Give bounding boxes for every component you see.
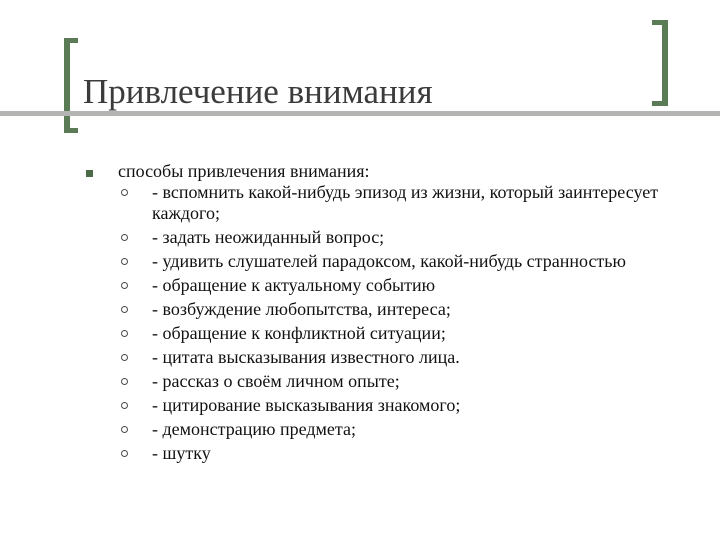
- square-bullet-icon: [86, 170, 93, 177]
- ring-bullet-icon: [121, 378, 128, 385]
- ring-bullet-icon: [121, 282, 128, 289]
- list-item-text: - демонстрацию предмета;: [152, 419, 356, 439]
- list-item: [118, 251, 678, 272]
- left-bracket-bottom: [64, 128, 78, 133]
- list-item-text: - обращение к конфликтной ситуации;: [152, 323, 446, 343]
- list-item-text: - возбуждение любопытства, интереса;: [152, 299, 451, 319]
- list-item: [118, 371, 678, 392]
- main-bullet-text: способы привлечения внимания:: [118, 161, 370, 181]
- list-item-text: - шутку: [152, 443, 211, 463]
- list-item-text: - вспомнить какой-нибудь эпизод из жизни, который заинтересует каждого;: [152, 182, 659, 223]
- list-item: [118, 275, 678, 296]
- list-item-text: - удивить слушателей парадоксом, какой-нибудь странностью: [152, 251, 626, 271]
- list-item: [118, 323, 678, 344]
- list-item: [118, 419, 678, 440]
- right-bracket-top: [652, 20, 668, 25]
- list-item: [118, 227, 678, 248]
- list-item: [118, 299, 678, 320]
- ring-bullet-icon: [121, 426, 128, 433]
- list-item: [118, 347, 678, 368]
- ring-bullet-icon: [121, 354, 128, 361]
- slide-title: Привлечение внимания: [83, 72, 433, 111]
- list-item-text: - обращение к актуальному событию: [152, 275, 436, 295]
- ring-bullet-icon: [121, 330, 128, 337]
- list-item-text: - цитирование высказывания знакомого;: [152, 395, 461, 415]
- right-bracket-bottom: [652, 101, 668, 106]
- ring-bullet-icon: [121, 306, 128, 313]
- ring-bullet-icon: [121, 450, 128, 457]
- ring-bullet-icon: [121, 258, 128, 265]
- list-item: [118, 182, 678, 224]
- ring-bullet-icon: [121, 402, 128, 409]
- left-bracket-bar: [64, 38, 70, 133]
- ring-bullet-icon: [121, 234, 128, 241]
- list-item: [118, 395, 678, 416]
- bullet-list: [118, 161, 678, 464]
- left-bracket-top: [64, 38, 78, 43]
- list-item-text: - задать неожиданный вопрос;: [152, 227, 385, 247]
- list-item-text: - рассказ о своём личном опыте;: [152, 371, 400, 391]
- ring-bullet-icon: [121, 189, 128, 196]
- right-bracket-bar: [662, 20, 668, 106]
- list-item-text: - цитата высказывания известного лица.: [152, 347, 460, 367]
- list-item: [118, 443, 678, 464]
